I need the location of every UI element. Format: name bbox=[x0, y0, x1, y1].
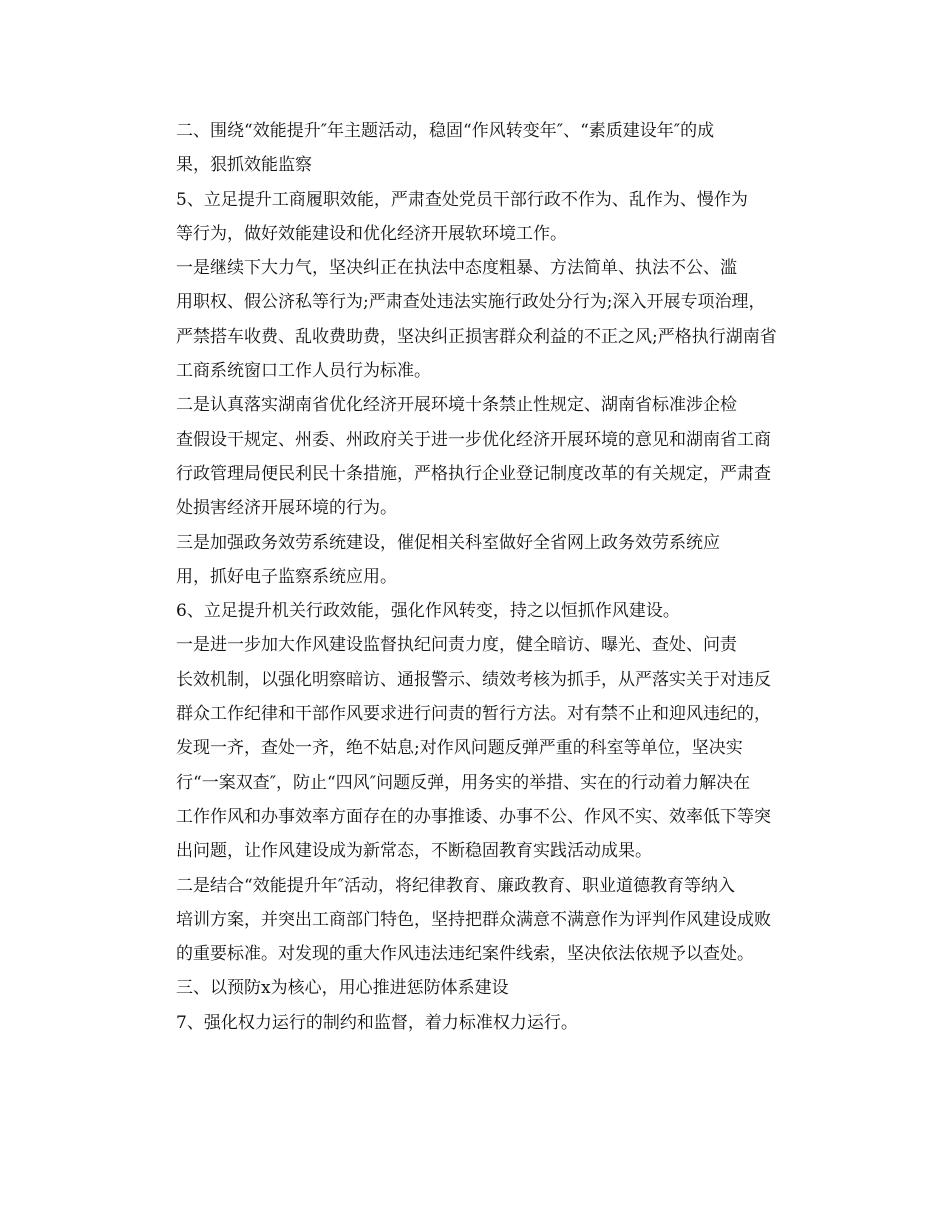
text-line: 二、围绕“效能提升″年主题活动，稳固“作风转变年″、“素质建设年″的成 bbox=[176, 121, 715, 141]
paragraph-item-6-point-2 bbox=[142, 869, 812, 972]
text-line: 三、以预防x为核心，用心推进惩防体系建设 bbox=[176, 978, 509, 999]
text-line: 行“一案双查″，防止“四风″问题反弹，用务实的举措、实在的行动着力解决在 bbox=[176, 772, 751, 793]
paragraph-item-6 bbox=[142, 594, 812, 628]
paragraph-item-5-point-1 bbox=[142, 251, 812, 388]
paragraph-item-7 bbox=[142, 1006, 812, 1040]
text-line: 7、强化权力运行的制约和监督，着力标准权力运行。 bbox=[176, 1012, 578, 1033]
paragraph-item-5-point-2 bbox=[142, 388, 812, 525]
text-line: 二是结合“效能提升年″活动，将纪律教育、廉政教育、职业道德教育等纳入 bbox=[176, 875, 736, 896]
text-line: 长效机制，以强化明察暗访、通报警示、绩效考核为抓手，从严落实关于对违反 bbox=[176, 669, 771, 690]
text-line: 查假设干规定、州委、州政府关于进一步优化经济开展环境的意见和湖南省工商 bbox=[176, 429, 771, 450]
text-line: 出问题，让作风建设成为新常态，不断稳固教育实践活动成果。 bbox=[176, 841, 652, 862]
text-line: 工作作风和办事效率方面存在的办事推诿、办事不公、作风不实、效率低下等突 bbox=[176, 806, 771, 827]
text-line: 培训方案，并突出工商部门特色，坚持把群众满意不满意作为评判作风建设成败 bbox=[176, 909, 771, 930]
text-line: 5、立足提升工商履职效能，严肃查处党员干部行政不作为、乱作为、慢作为 bbox=[176, 189, 748, 210]
text-line: 用，抓好电子监察系统应用。 bbox=[176, 566, 397, 587]
text-line: 群众工作纪律和干部作风要求进行问责的暂行方法。对有禁不止和迎风违纪的， bbox=[176, 704, 771, 725]
text-line: 一是进一步加大作风建设监督执纪问责力度，健全暗访、曝光、查处、问责 bbox=[176, 635, 737, 656]
paragraph-section-three-heading bbox=[142, 971, 812, 1005]
text-line: 二是认真落实湖南省优化经济开展环境十条禁止性规定、湖南省标准涉企检 bbox=[176, 395, 737, 416]
text-line: 工商系统窗口工作人员行为标准。 bbox=[176, 361, 431, 382]
text-line: 果，狠抓效能监察 bbox=[176, 155, 312, 176]
paragraph-item-6-point-1 bbox=[142, 628, 812, 868]
paragraph-item-5-point-3 bbox=[142, 526, 812, 595]
text-line: 6、立足提升机关行政效能，强化作风转变，持之以恒抓作风建设。 bbox=[176, 601, 680, 622]
text-line: 行政管理局便民利民十条措施，严格执行企业登记制度改革的有关规定，严肃查 bbox=[176, 463, 771, 484]
text-line: 严禁搭车收费、乱收费助费，坚决纠正损害群众利益的不正之风;严格执行湖南省 bbox=[176, 326, 777, 347]
paragraph-section-two-heading bbox=[142, 114, 812, 183]
text-line: 的重要标准。对发现的重大作风违法违纪案件线索，坚决依法依规予以查处。 bbox=[176, 944, 754, 965]
text-line: 一是继续下大力气，坚决纠正在执法中态度粗暴、方法简单、执法不公、滥 bbox=[176, 258, 737, 279]
text-line: 处损害经济开展环境的行为。 bbox=[176, 498, 397, 519]
document-body bbox=[142, 114, 812, 1040]
text-line: 等行为，做好效能建设和优化经济开展软环境工作。 bbox=[176, 223, 567, 244]
text-line: 发现一齐，查处一齐，绝不姑息;对作风问题反弹严重的科室等单位，坚决实 bbox=[176, 738, 743, 759]
text-line: 用职权、假公济私等行为;严肃查处违法实施行政处分行为;深入开展专项治理， bbox=[176, 292, 766, 313]
paragraph-item-5 bbox=[142, 183, 812, 252]
text-line: 三是加强政务效劳系统建设，催促相关科室做好全省网上政务效劳系统应 bbox=[176, 532, 720, 553]
